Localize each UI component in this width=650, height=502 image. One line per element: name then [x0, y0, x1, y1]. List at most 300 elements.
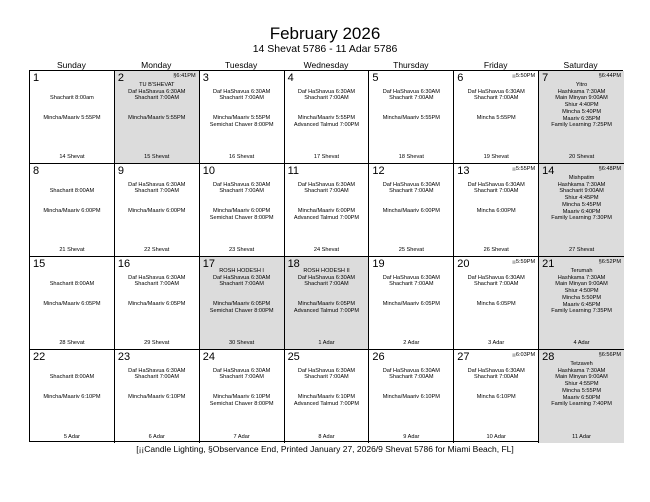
event-spacer: [32, 275, 112, 282]
event-item: Shacharit 8:00AM: [49, 188, 95, 195]
hebrew-date: 22 Shevat: [144, 247, 170, 253]
day-cell: [115, 350, 200, 443]
event-spacer: [117, 195, 197, 202]
event-spacer: [32, 295, 112, 302]
event-item: Daf HaShavua 6:30AM: [213, 274, 271, 281]
hebrew-date: 9 Adar: [403, 434, 420, 440]
event-item: Shacharit 7:00AM: [304, 188, 349, 195]
event-spacer: [202, 288, 282, 295]
event-list: [456, 268, 536, 308]
event-item: Daf HaShavua 6:30AM: [128, 88, 186, 95]
day-number: 13: [457, 165, 470, 177]
day-number: 21: [542, 258, 555, 270]
event-item: Shacharit 7:00AM: [389, 374, 434, 381]
day-of-week-tuesday: Tuesday: [224, 60, 258, 70]
event-spacer: [287, 102, 367, 109]
event-item: Hashkama 7:30AM: [557, 88, 606, 95]
event-item: Mincha/Maariv 5:55PM: [43, 115, 101, 122]
event-list: [541, 175, 622, 222]
event-list: [32, 361, 112, 401]
event-spacer: [456, 361, 536, 368]
event-spacer: [287, 381, 367, 388]
event-spacer: [117, 381, 197, 388]
hebrew-date: 3 Adar: [488, 340, 505, 346]
event-item: Mincha/Maariv 6:10PM: [213, 394, 271, 401]
event-item: Daf HaShavua 6:30AM: [213, 367, 271, 374]
event-item: Mincha 6:10PM: [476, 394, 516, 401]
day-number: 10: [202, 165, 215, 177]
event-spacer: [202, 388, 282, 395]
candle-lighting-time: §6:41PM: [173, 73, 196, 79]
event-spacer: [287, 175, 367, 182]
event-item: Advanced Talmud 7:00PM: [293, 215, 360, 222]
event-spacer: [202, 175, 282, 182]
day-of-week-wednesday: Wednesday: [303, 60, 349, 70]
event-spacer: [32, 89, 112, 96]
hebrew-date: 20 Shevat: [568, 154, 595, 160]
event-item: Daf HaShavua 6:30AM: [382, 88, 440, 95]
event-spacer: [371, 381, 451, 388]
day-number: 1: [33, 72, 40, 84]
event-list: [32, 82, 112, 122]
event-spacer: [371, 268, 451, 275]
event-item: Daf HaShavua 6:30AM: [467, 181, 525, 188]
event-spacer: [32, 368, 112, 375]
event-item: Shacharit 7:00AM: [219, 95, 264, 102]
day-of-week-saturday: Saturday: [563, 60, 598, 70]
event-spacer: [456, 82, 536, 89]
event-spacer: [287, 202, 367, 209]
event-item: Mincha/Maariv 5:55PM: [297, 115, 356, 122]
candle-lighting-time: §6:56PM: [598, 352, 621, 358]
event-spacer: [456, 381, 536, 388]
event-item: Mincha/Maariv 5:55PM: [213, 115, 271, 122]
event-item: Shiur 4:50PM: [564, 288, 599, 295]
event-spacer: [32, 202, 112, 209]
event-item: Daf HaShavua 6:30AM: [128, 367, 186, 374]
event-item: Main Minyan 9:00AM: [555, 374, 608, 381]
event-list: [371, 268, 451, 308]
hebrew-date: 5 Adar: [63, 434, 80, 440]
event-item: Shacharit 9:00AM: [559, 188, 604, 195]
event-list: [541, 82, 622, 129]
hebrew-date: 16 Shevat: [229, 154, 255, 160]
event-item: Hashkama 7:30AM: [557, 274, 606, 281]
hebrew-date: 18 Shevat: [398, 154, 424, 160]
event-item: Mincha/Maariv 6:00PM: [297, 208, 356, 215]
day-number: 4: [287, 72, 294, 84]
event-item: Maariv 6:35PM: [562, 115, 601, 122]
event-item: Shacharit 7:00AM: [389, 95, 434, 102]
day-cell: [539, 257, 624, 350]
event-item: Mincha/Maariv 6:00PM: [128, 208, 186, 215]
event-item: Terumah: [570, 268, 593, 274]
event-item: Daf HaShavua 6:30AM: [467, 274, 525, 281]
event-item: Shiur 4:55PM: [564, 381, 599, 388]
event-list: [202, 361, 282, 408]
event-list: [202, 268, 282, 315]
event-list: [202, 82, 282, 129]
event-item: Family Learning 7:25PM: [551, 122, 612, 129]
day-cell: [200, 164, 285, 257]
event-item: Shacharit 7:00AM: [304, 281, 349, 288]
day-cell: [369, 164, 454, 257]
event-item: Daf HaShavua 6:30AM: [382, 367, 440, 374]
event-item: Daf HaShavua 6:30AM: [213, 181, 271, 188]
event-spacer: [32, 82, 112, 89]
event-item: Family Learning 7:40PM: [551, 401, 612, 408]
day-of-week-thursday: Thursday: [393, 60, 429, 70]
event-item: Mincha/Maariv 5:55PM: [128, 115, 186, 122]
event-spacer: [371, 175, 451, 182]
event-spacer: [117, 202, 197, 209]
event-item: Hashkama 7:30AM: [557, 367, 606, 374]
event-item: Mincha/Maariv 6:10PM: [297, 394, 356, 401]
event-item: Mincha 5:40PM: [562, 108, 601, 115]
event-spacer: [371, 82, 451, 89]
event-list: [371, 175, 451, 215]
day-number: 27: [457, 351, 470, 363]
event-spacer: [456, 109, 536, 116]
calendar-title: February 2026: [269, 24, 381, 43]
event-item: Mishpatim: [568, 175, 595, 181]
event-item: Mincha/Maariv 6:00PM: [43, 208, 101, 215]
event-item: Shacharit 7:00AM: [304, 95, 349, 102]
event-spacer: [287, 388, 367, 395]
event-item: Mincha/Maariv 6:00PM: [213, 208, 271, 215]
event-item: Main Minyan 9:00AM: [555, 95, 608, 102]
event-item: Shacharit 7:00AM: [134, 95, 179, 102]
event-item: Shacharit 8:00AM: [49, 281, 95, 288]
event-item: Shiur 4:45PM: [564, 195, 599, 202]
day-number: 8: [33, 165, 40, 177]
event-list: [456, 175, 536, 215]
hebrew-date: 24 Shevat: [313, 247, 340, 253]
event-item: Semichat Chaver 8:00PM: [209, 401, 274, 408]
candle-lighting-time: ¡¡5:55PM: [512, 166, 536, 172]
event-spacer: [202, 195, 282, 202]
event-item: Shacharit 8:00AM: [49, 374, 95, 381]
event-list: [541, 361, 622, 408]
event-spacer: [32, 388, 112, 395]
event-spacer: [371, 102, 451, 109]
event-item: Shacharit 7:00AM: [304, 374, 349, 381]
day-number: 16: [117, 258, 131, 270]
event-spacer: [456, 388, 536, 395]
event-item: Main Minyan 9:00AM: [555, 281, 608, 288]
hebrew-date: 17 Shevat: [313, 154, 340, 160]
hebrew-date: 26 Shevat: [483, 247, 509, 253]
day-number: 22: [33, 351, 46, 363]
event-spacer: [117, 361, 197, 368]
day-number: 26: [372, 351, 385, 363]
event-item: Daf HaShavua 6:30AM: [297, 274, 356, 281]
event-list: [117, 361, 197, 401]
event-spacer: [117, 175, 197, 182]
day-cell: [454, 71, 539, 164]
candle-lighting-time: ¡¡5:59PM: [512, 259, 536, 265]
event-item: Mincha 5:50PM: [562, 294, 601, 301]
event-spacer: [371, 195, 451, 202]
candle-lighting-time: ¡¡6:03PM: [512, 352, 536, 358]
event-item: Mincha/Maariv 6:05PM: [128, 301, 186, 308]
event-spacer: [32, 361, 112, 368]
day-number: 9: [117, 165, 124, 177]
event-spacer: [202, 295, 282, 302]
event-item: Shacharit 7:00AM: [389, 281, 434, 288]
day-cell: [200, 71, 285, 164]
event-spacer: [117, 295, 197, 302]
day-number: 3: [202, 72, 209, 84]
day-cell: [115, 257, 200, 350]
event-item: Mincha/Maariv 6:05PM: [43, 301, 101, 308]
event-item: Advanced Talmud 7:00PM: [293, 401, 360, 408]
event-item: Daf HaShavua 6:30AM: [467, 88, 525, 95]
candle-lighting-time: §6:44PM: [598, 73, 621, 79]
event-item: Advanced Talmud 7:00PM: [293, 308, 360, 315]
candle-lighting-time: §6:48PM: [598, 166, 621, 172]
event-item: Daf HaShavua 6:30AM: [128, 181, 186, 188]
day-cell: [454, 257, 539, 350]
event-item: Shacharit 7:00AM: [134, 374, 179, 381]
event-list: [287, 268, 367, 315]
event-item: Mincha/Maariv 6:05PM: [297, 301, 356, 308]
event-item: Daf HaShavua 6:30AM: [382, 274, 440, 281]
hebrew-date: 19 Shevat: [483, 154, 509, 160]
hebrew-date: 15 Shevat: [144, 154, 170, 160]
event-list: [117, 268, 197, 308]
day-number: 17: [202, 258, 215, 270]
event-spacer: [32, 268, 112, 275]
day-number: 6: [457, 72, 464, 84]
event-item: ROSH HODESH I: [219, 268, 264, 274]
event-item: Shacharit 8:00am: [50, 95, 94, 102]
hebrew-date: 14 Shevat: [59, 154, 85, 160]
event-item: Mincha/Maariv 5:55PM: [382, 115, 440, 122]
event-item: Mincha/Maariv 6:10PM: [128, 394, 186, 401]
event-item: Hashkama 7:30AM: [557, 181, 606, 188]
calendar-grid: [29, 70, 623, 442]
day-cell: [285, 257, 370, 350]
event-item: Maariv 6:50PM: [562, 394, 601, 401]
event-list: [371, 82, 451, 122]
event-spacer: [371, 109, 451, 116]
event-list: [456, 361, 536, 401]
day-number: 7: [542, 72, 549, 84]
event-spacer: [287, 109, 367, 116]
day-number: 28: [542, 351, 555, 363]
day-cell: [200, 257, 285, 350]
event-item: Maariv 6:40PM: [562, 208, 601, 215]
day-cell: [115, 164, 200, 257]
day-number: 5: [372, 72, 379, 84]
event-item: Mincha/Maariv 6:05PM: [382, 301, 440, 308]
event-spacer: [202, 202, 282, 209]
event-item: Mincha 5:55PM: [476, 115, 516, 122]
event-list: [456, 82, 536, 122]
day-number: 14: [542, 165, 555, 177]
event-item: Shacharit 7:00AM: [473, 95, 519, 102]
event-spacer: [202, 381, 282, 388]
event-item: Family Learning 7:35PM: [551, 308, 612, 315]
day-number: 2: [117, 72, 124, 84]
event-item: Shacharit 7:00AM: [389, 188, 434, 195]
event-list: [117, 175, 197, 215]
event-list: [371, 361, 451, 401]
event-item: Daf HaShavua 6:30AM: [382, 181, 440, 188]
event-spacer: [456, 195, 536, 202]
event-list: [202, 175, 282, 222]
event-item: Advanced Talmud 7:00PM: [293, 122, 360, 129]
event-list: [117, 82, 197, 122]
event-spacer: [202, 361, 282, 368]
event-item: Family Learning 7:30PM: [551, 215, 612, 222]
event-item: Semichat Chaver 8:00PM: [209, 308, 274, 315]
day-of-week-monday: Monday: [141, 60, 172, 70]
hebrew-date: 6 Adar: [148, 434, 165, 440]
event-spacer: [287, 195, 367, 202]
day-cell: [369, 350, 454, 443]
event-spacer: [456, 175, 536, 182]
event-spacer: [117, 102, 197, 109]
event-item: Maariv 6:45PM: [562, 301, 601, 308]
event-spacer: [456, 202, 536, 209]
day-of-week-friday: Friday: [483, 60, 508, 70]
day-number: 20: [457, 258, 470, 270]
day-number: 12: [372, 165, 385, 177]
event-item: Daf HaShavua 6:30AM: [297, 367, 356, 374]
day-cell: [30, 164, 115, 257]
day-cell: [115, 71, 200, 164]
hebrew-date: 30 Shevat: [229, 340, 255, 346]
event-spacer: [371, 361, 451, 368]
event-item: Daf HaShavua 6:30AM: [467, 367, 525, 374]
event-item: Daf HaShavua 6:30AM: [297, 181, 356, 188]
event-spacer: [287, 295, 367, 302]
event-item: Mincha 6:00PM: [476, 208, 516, 215]
event-spacer: [287, 82, 367, 89]
day-number: 15: [33, 258, 46, 270]
event-item: Tetzaveh: [570, 361, 593, 367]
event-item: Daf HaShavua 6:30AM: [128, 274, 186, 281]
hebrew-date: 27 Shevat: [568, 247, 595, 253]
hebrew-date: 23 Shevat: [229, 247, 255, 253]
event-spacer: [287, 361, 367, 368]
event-spacer: [32, 109, 112, 116]
event-item: Shacharit 7:00AM: [134, 281, 179, 288]
event-spacer: [371, 202, 451, 209]
day-of-week-sunday: Sunday: [57, 60, 86, 70]
event-spacer: [456, 102, 536, 109]
day-cell: [454, 350, 539, 443]
day-cell: [200, 350, 285, 443]
event-spacer: [202, 82, 282, 89]
event-spacer: [117, 388, 197, 395]
event-spacer: [32, 175, 112, 182]
event-item: Shiur 4:40PM: [564, 102, 599, 109]
event-spacer: [117, 268, 197, 275]
event-spacer: [456, 288, 536, 295]
event-item: Mincha 5:45PM: [562, 201, 601, 208]
day-cell: [369, 257, 454, 350]
event-item: Shacharit 7:00AM: [219, 374, 264, 381]
day-number: 19: [372, 258, 385, 270]
event-spacer: [32, 381, 112, 388]
event-spacer: [202, 102, 282, 109]
hebrew-date: 25 Shevat: [398, 247, 424, 253]
event-item: Yitro: [575, 82, 588, 88]
hebrew-date: 21 Shevat: [59, 247, 85, 253]
event-spacer: [287, 288, 367, 295]
event-list: [287, 361, 367, 408]
candle-lighting-time: ¡¡5:50PM: [512, 73, 536, 79]
event-item: Semichat Chaver 8:00PM: [209, 215, 274, 222]
day-cell: [30, 71, 115, 164]
day-number: 25: [287, 351, 300, 363]
event-item: Mincha/Maariv 6:05PM: [213, 301, 271, 308]
event-item: Mincha/Maariv 6:00PM: [382, 208, 440, 215]
event-spacer: [32, 182, 112, 189]
event-spacer: [202, 109, 282, 116]
candle-lighting-time: §6:52PM: [598, 259, 621, 265]
day-cell: [285, 71, 370, 164]
event-item: ROSH HODESH II: [303, 268, 350, 274]
event-spacer: [371, 388, 451, 395]
event-item: Mincha/Maariv 6:10PM: [43, 394, 101, 401]
event-list: [287, 82, 367, 129]
event-list: [32, 175, 112, 215]
hebrew-date: 8 Adar: [318, 434, 335, 440]
event-list: [32, 268, 112, 308]
event-item: Daf HaShavua 6:30AM: [213, 88, 271, 95]
event-spacer: [117, 288, 197, 295]
hebrew-date: 28 Shevat: [59, 340, 85, 346]
hebrew-date: 7 Adar: [233, 434, 250, 440]
day-cell: [539, 164, 624, 257]
day-cell: [30, 350, 115, 443]
event-item: TU B'SHEVAT: [139, 82, 175, 88]
event-item: Shacharit 7:00AM: [473, 374, 519, 381]
day-cell: [285, 350, 370, 443]
event-spacer: [371, 295, 451, 302]
day-number: 18: [287, 258, 300, 270]
event-item: Mincha 6:05PM: [476, 301, 516, 308]
calendar-footer: [¡¡Candle Lighting, §Observance End, Printed January 27, 2026/9 Shevat 5786 for Miami Beach, FL]: [136, 444, 514, 454]
event-spacer: [456, 268, 536, 275]
day-number: 23: [117, 351, 131, 363]
day-number: 24: [202, 351, 215, 363]
hebrew-date: 10 Adar: [486, 434, 506, 440]
event-spacer: [456, 295, 536, 302]
hebrew-date: 4 Adar: [573, 340, 590, 346]
event-item: Shacharit 7:00AM: [219, 281, 264, 288]
event-item: Shacharit 7:00AM: [219, 188, 264, 195]
event-spacer: [32, 288, 112, 295]
hebrew-date: 11 Adar: [572, 434, 591, 440]
day-cell: [539, 350, 624, 443]
event-list: [541, 268, 622, 315]
day-cell: [30, 257, 115, 350]
event-spacer: [32, 102, 112, 109]
event-spacer: [371, 288, 451, 295]
event-item: Shacharit 7:00AM: [134, 188, 179, 195]
day-cell: [539, 71, 624, 164]
hebrew-date: 2 Adar: [403, 340, 420, 346]
event-item: Daf HaShavua 6:30AM: [297, 88, 356, 95]
day-cell: [285, 164, 370, 257]
event-item: Shacharit 7:00AM: [473, 281, 519, 288]
event-item: Mincha 5:55PM: [562, 387, 601, 394]
